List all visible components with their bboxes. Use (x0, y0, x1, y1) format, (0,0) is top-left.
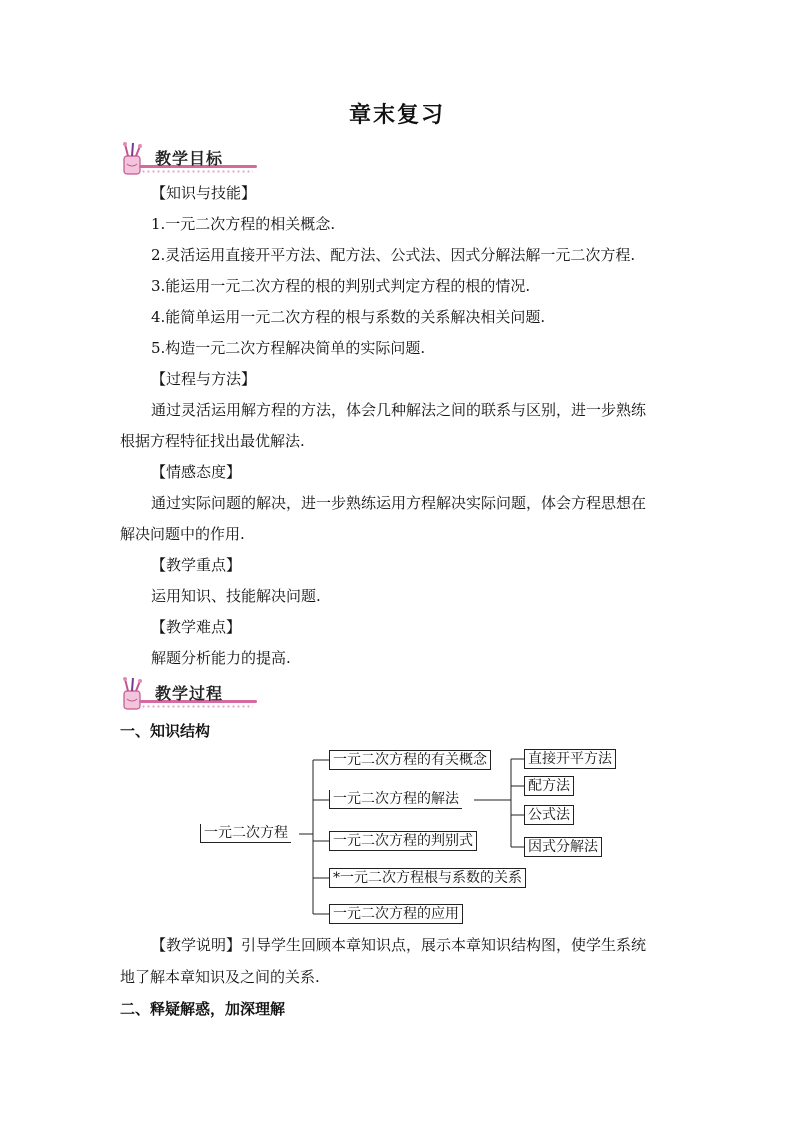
tab-dots (141, 170, 253, 173)
diagram-branch-node: 一元二次方程的解法 (329, 790, 462, 809)
teaching-note: 地了解本章知识及之间的关系. (120, 968, 320, 986)
objective-item: 3.能运用一元二次方程的根的判别式判定方程的根的情况. (151, 277, 531, 295)
difficulty-heading: 【教学难点】 (151, 618, 242, 636)
tab-dots (141, 705, 253, 708)
attitude-heading: 【情感态度】 (151, 463, 242, 481)
page-title: 章末复习 (348, 103, 445, 128)
section-title-process: 教学过程 (155, 684, 224, 703)
part2-heading: 二、释疑解惑，加深理解 (120, 1000, 286, 1018)
objective-item: 1.一元二次方程的相关概念. (151, 215, 336, 233)
diagram-branch-node: 一元二次方程的应用 (329, 904, 463, 924)
teaching-note: 【教学说明】引导学生回顾本章知识点，展示本章知识结构图，使学生系统 (151, 936, 647, 954)
section-title-objectives: 教学目标 (155, 149, 224, 168)
diagram-method-node: 因式分解法 (524, 837, 602, 857)
diagram-branch-node: *一元二次方程根与系数的关系 (329, 868, 526, 888)
attitude-text: 通过实际问题的解决，进一步熟练运用方程解决实际问题，体会方程思想在 (151, 494, 647, 512)
diagram-method-node: 直接开平方法 (524, 749, 616, 769)
section-tab-objectives (117, 146, 257, 178)
attitude-text: 解决问题中的作用. (120, 525, 245, 543)
diagram-method-node: 公式法 (524, 805, 574, 825)
key-point-heading: 【教学重点】 (151, 556, 242, 574)
key-point-text: 运用知识、技能解决问题. (151, 587, 321, 605)
process-method-heading: 【过程与方法】 (151, 370, 257, 388)
diagram-branch-node: 一元二次方程的判别式 (329, 831, 477, 851)
part1-heading: 一、知识结构 (120, 722, 211, 740)
process-method-text: 根据方程特征找出最优解法. (120, 432, 305, 450)
difficulty-text: 解题分析能力的提高. (151, 649, 291, 667)
diagram-branch-node: 一元二次方程的有关概念 (329, 750, 491, 770)
objective-item: 2.灵活运用直接开平方法、配方法、公式法、因式分解法解一元二次方程. (151, 246, 636, 264)
objective-item: 5.构造一元二次方程解决简单的实际问题. (151, 339, 426, 357)
section-tab-process (117, 681, 257, 713)
objective-item: 4.能简单运用一元二次方程的根与系数的关系解决相关问题. (151, 308, 546, 326)
process-method-text: 通过灵活运用解方程的方法，体会几种解法之间的联系与区别，进一步熟练 (151, 401, 647, 419)
diagram-root-node: 一元二次方程 (200, 824, 291, 843)
diagram-method-node: 配方法 (524, 776, 574, 796)
knowledge-heading: 【知识与技能】 (151, 184, 257, 202)
